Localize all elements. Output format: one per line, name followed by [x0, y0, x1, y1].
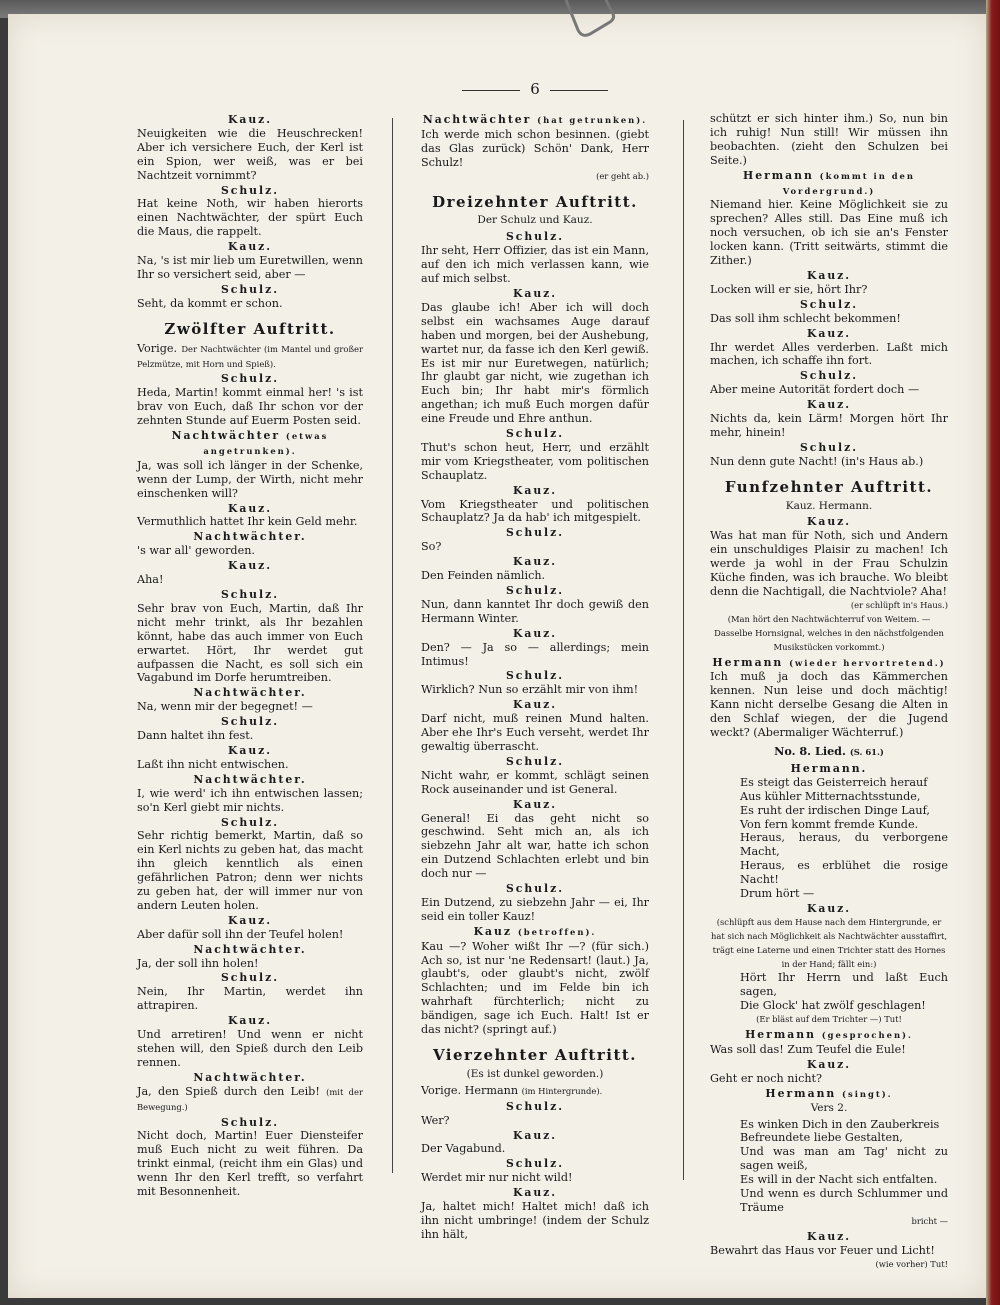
page-number-text: 6: [530, 80, 540, 98]
speaker-name: Schulz.: [505, 669, 565, 683]
dialogue-text: Heda, Martin! kommt einmal her! 's ist brav von Euch, daß Ihr schon vor der zehnten Stunde auf Euerm Posten seid.: [137, 386, 363, 428]
speaker-name: Schulz.: [505, 584, 565, 597]
dialogue-text: Was soll das! Zum Teufel die Eule!: [710, 1043, 906, 1056]
speaker-name: Kauz.: [512, 797, 558, 811]
dialogue-text: Wer?: [421, 1113, 450, 1127]
stage-direction: (etwas angetrunken).: [203, 431, 329, 456]
speaker-name: Schulz.: [220, 588, 280, 601]
dialogue-text: So?: [421, 540, 442, 554]
verse-line: Es will in der Nacht sich entfalten.: [740, 1173, 938, 1187]
verse-line: Von fern kommt fremde Kunde.: [740, 817, 919, 831]
speaker-name: Schulz.: [799, 297, 859, 311]
speaker-name: Nachtwächter.: [193, 686, 307, 700]
stage-direction: (wieder hervortretend.): [789, 657, 946, 668]
dialogue-text: Aber dafür soll ihn der Teufel holen!: [137, 927, 344, 941]
dialogue-text: Ja, der soll ihn holen!: [137, 956, 259, 970]
dialogue-text: Aha!: [137, 573, 164, 587]
dialogue-text: Nein, Ihr Martin, werdet ihn attrapiren.: [137, 985, 363, 1013]
verse-line: Heraus, es erblühet die rosige Nacht!: [740, 859, 948, 887]
speaker-name: Nachtwächter.: [193, 1070, 307, 1084]
scene-characters: Der Schulz und Kauz.: [477, 214, 593, 227]
dialogue-text: Das soll ihm schlecht bekommen!: [710, 311, 901, 325]
dialogue-text: Na, wenn mir der begegnet! —: [137, 700, 313, 714]
speaker-name: Schulz.: [799, 440, 859, 454]
speaker-name: Kauz.: [806, 1057, 852, 1071]
speaker-name: Schulz.: [505, 754, 565, 768]
text-column-3: [710, 112, 948, 1272]
stage-direction: (schlüpft aus dem Hause nach dem Hintergrunde, er hat sich nach Möglichkeit als Nachtwächter ausstaffirt, trägt eine Laterne und einen Trichter statt des Hornes in der Hand; fällt ein:): [710, 916, 948, 969]
stage-direction: (singt).: [842, 1088, 893, 1099]
dialogue-text: Nicht doch, Martin! Euer Diensteifer muß Euch nicht zu weit führen. Da trinkt einmal, (reicht ihm ein Glas) und wenn Ihr den Kerl trefft, so verfahrt mit Besonnenheit.: [137, 1129, 363, 1199]
scene-characters: Kauz. Hermann.: [785, 499, 873, 512]
speaker-name: Schulz.: [505, 1157, 565, 1171]
speaker-name: Kauz.: [227, 913, 273, 927]
dialogue-text: Bewahrt das Haus vor Feuer und Licht!: [710, 1243, 935, 1257]
dialogue-text: Nun denn gute Nacht! (in's Haus ab.): [710, 454, 924, 468]
speaker-name: Nachtwächter.: [193, 942, 307, 956]
stage-direction: (er geht ab.): [596, 170, 649, 181]
dialogue-text: Sehr richtig bemerkt, Martin, daß so ein Kerl nichts zu geben hat, das macht ihn gleich kenntlich als einen gefährlichen Patron; denn wer nichts zu geben hat, der will immer nur von andern Leuten holen.: [137, 829, 363, 912]
verse-line: Es winken Dich in den Zauberkreis: [740, 1117, 940, 1131]
dialogue-text: Ihr werdet Alles verderben. Laßt mich machen, ich schaffe ihn fort.: [710, 340, 948, 368]
speaker-name: Kauz.: [512, 698, 558, 712]
speaker-name: Schulz.: [220, 715, 280, 729]
verse-line: Drum hört —: [740, 887, 815, 901]
text-column-1: [137, 112, 363, 1199]
dialogue-text: Das glaube ich! Aber ich will doch selbst ein wachsames Auge darauf haben und morgen, bei der Aushebung, wartet nur, da fasse ich den Kerl gewiß. Es ist mir nur Euretwegen, natürlich; Ihr glaubt gar nicht, wie zugethan ich Euch bin; Ihr habt mir's förmlich angethan; ich muß Euch morgen dafür eine Freude und Ehre anthun.: [421, 300, 649, 426]
dialogue-text: Ich werde mich schon besinnen. (giebt das Glas zurück) Schön' Dank, Herr Schulz!: [421, 127, 649, 169]
scene-heading: Zwölfter Auftritt.: [164, 319, 336, 338]
scene-heading: Dreizehnter Auftritt.: [432, 192, 638, 211]
speaker-name: Schulz.: [799, 369, 859, 383]
verse-line: Befreundete liebe Gestalten,: [740, 1131, 903, 1145]
speaker-name: Kauz.: [806, 515, 852, 529]
speaker-name: Kauz.: [227, 113, 273, 126]
song-reference: (S. 61.): [849, 746, 884, 757]
speaker-name: Nachtwächter.: [193, 530, 307, 544]
speaker-name: Schulz.: [505, 526, 565, 540]
stage-direction: (er schlüpft in's Haus.): [850, 599, 948, 610]
stage-direction: Der Nachtwächter (im Mantel und großer Pelzmütze, mit Horn und Spieß).: [137, 343, 363, 369]
dialogue-text: Seht, da kommt er schon.: [137, 296, 283, 310]
dialogue-text: Nichts da, kein Lärm! Morgen hört Ihr mehr, hinein!: [710, 412, 948, 439]
dialogue-text: I, wie werd' ich ihn entwischen lassen; so'n Kerl giebt mir nichts.: [137, 786, 363, 814]
dialogue-text: Wirklich? Nun so erzählt mir von ihm!: [421, 683, 639, 697]
speaker-name: Schulz.: [220, 282, 280, 296]
stage-direction: (im Hintergrunde).: [521, 1085, 603, 1096]
speaker-name: Schulz.: [220, 1115, 280, 1129]
speaker-name: Hermann (gesprochen).: [745, 1028, 913, 1042]
stage-direction: (Man hört den Nachtwächterruf von Weitem. — Dasselbe Hornsignal, welches in den nächstfolgenden Musikstücken vorkommt.): [714, 613, 944, 652]
dialogue-text: 's war all' geworden.: [137, 544, 255, 558]
dialogue-text: Niemand hier. Keine Möglichkeit sie zu sprechen? Alles still. Das Eine muß ich noch versuchen, ob ich sie an's Fenster locken kann. (Tritt seitwärts, stimmt die Zither.): [710, 198, 948, 268]
dialogue-text: Geht er noch nicht?: [710, 1071, 823, 1085]
dialogue-text: Ja, haltet mich! Haltet mich! daß ich ihn nicht umbringe! (indem der Schulz ihn hält,: [421, 1200, 649, 1241]
dialogue-text: Dann haltet ihn fest.: [137, 729, 254, 743]
speaker-name: Schulz.: [505, 882, 565, 896]
dialogue-text: Vorige. Der Nachtwächter (im Mantel und großer Pelzmütze, mit Horn und Spieß).: [137, 341, 363, 369]
verse-line: Und was man am Tag' nicht zu sagen weiß,: [740, 1145, 948, 1173]
dialogue-text: Neuigkeiten wie die Heuschrecken! Aber ich versichere Euch, der Kerl ist ein Spion, wer weiß, was er bei Nachtzeit vornimmt?: [137, 126, 363, 182]
song-heading: No. 8. Lied. (S. 61.): [774, 743, 884, 758]
dialogue-text: Den Feinden nämlich.: [421, 569, 546, 583]
dialogue-text: Vom Kriegstheater und politischen Schauplatz? Ja da hab' ich mitgespielt.: [421, 497, 649, 525]
speaker-name: Hermann.: [790, 761, 868, 775]
stage-direction: (gesprochen).: [821, 1030, 913, 1041]
dialogue-text: Aber meine Autorität fordert doch —: [710, 383, 920, 397]
speaker-name: Kauz.: [227, 501, 273, 515]
dialogue-text: Und arretiren! Und wenn er nicht stehen will, den Spieß durch den Leib rennen.: [137, 1028, 363, 1069]
dialogue-text: Den? — Ja so — allerdings; mein Intimus!: [421, 640, 649, 668]
stage-direction: (wie vorher) Tut!: [875, 1258, 948, 1269]
dialogue-text: Ein Dutzend, zu siebzehn Jahr — ei, Ihr seid ein toller Kauz!: [421, 895, 649, 923]
speaker-name: Kauz.: [806, 398, 852, 412]
verse-line: Es ruht der irdischen Dinge Lauf,: [740, 803, 930, 817]
scene-characters: Vers 2.: [810, 1101, 848, 1114]
speaker-name: Schulz.: [505, 230, 565, 244]
speaker-name: Schulz.: [220, 183, 280, 197]
dialogue-text: Was hat man für Noth, sich und Andern ein unschuldiges Plaisir zu machen! Ich werde ja wohl in der Frau Schulzin Küche finden, was ich brauche. Wo bleibt denn die Nachtigall, die Nachtviole? Aha!: [710, 529, 948, 598]
dialogue-text: Vermuthlich hattet Ihr kein Geld mehr.: [137, 515, 358, 529]
book-binding-edge: [986, 0, 1000, 1305]
dialogue-text: Der Vagabund.: [421, 1142, 506, 1156]
dialogue-text: Laßt ihn nicht entwischen.: [137, 757, 289, 771]
speaker-name: Schulz.: [220, 815, 280, 829]
speaker-name: Schulz.: [505, 427, 565, 441]
text-column-2: [421, 112, 649, 1242]
speaker-name: Kauz.: [806, 326, 852, 340]
dialogue-text: Sehr brav von Euch, Martin, daß Ihr nicht mehr trinkt, als Ihr bezahlen könnt, habe das auch immer von Euch erwartet. Hört, Ihr werdet gut aufpassen die Nacht, es soll sich ein Vagabund im Dorfe herumtreiben.: [137, 601, 363, 685]
dialogue-text: Ja, was soll ich länger in der Schenke, wenn der Lump, der Wirth, nicht mehr einschenken will?: [137, 458, 363, 500]
verse-line: Hört Ihr Herrn und laßt Euch sagen,: [740, 971, 948, 999]
speaker-name: Kauz.: [512, 555, 558, 569]
speaker-name: Kauz.: [512, 483, 558, 497]
speaker-name: Schulz.: [220, 372, 280, 386]
speaker-name: Kauz.: [227, 743, 273, 757]
dialogue-text: Thut's schon heut, Herr, und erzählt mir vom Kriegstheater, vom politischen Schauplatz.: [421, 440, 649, 482]
stage-direction: bricht —: [911, 1215, 948, 1226]
speaker-name: Hermann (kommt in den Vordergrund.): [743, 168, 915, 196]
stage-direction: (betroffen).: [517, 926, 597, 937]
dialogue-text: schützt er sich hinter ihm.) So, nun bin ich ruhig! Nun still! Wir müssen ihn beobachten. (zieht den Schulzen bei Seite.): [710, 112, 948, 167]
dialogue-text: Locken will er sie, hört Ihr?: [710, 282, 868, 296]
speaker-name: Nachtwächter (etwas angetrunken).: [171, 429, 329, 456]
stage-direction: (kommt in den Vordergrund.): [782, 170, 915, 196]
column-divider-right: [683, 120, 684, 1180]
verse-line: Aus kühler Mitternachtsstunde,: [740, 789, 921, 803]
speaker-name: Kauz.: [806, 268, 852, 282]
scene-heading: Funfzehnter Auftritt.: [724, 477, 934, 496]
speaker-name: Kauz (betroffen).: [473, 924, 597, 938]
verse-line: Es steigt das Geisterreich herauf: [740, 775, 928, 789]
dialogue-text: Nicht wahr, er kommt, schlägt seinen Rock auseinander und ist General.: [421, 768, 649, 796]
speaker-name: Kauz.: [806, 901, 852, 915]
dialogue-text: Hat keine Noth, wir haben hierorts einen Nachtwächter, der spürt Euch die Maus, die rappelt.: [137, 197, 363, 239]
speaker-name: Kauz.: [512, 626, 558, 640]
verse-line: Heraus, heraus, du verborgene Macht,: [740, 831, 948, 859]
speaker-name: Kauz.: [512, 1186, 558, 1200]
speaker-name: Hermann (wieder hervortretend.): [712, 655, 946, 669]
dialogue-text: Nun, dann kanntet Ihr doch gewiß den Hermann Winter.: [421, 597, 649, 625]
column-divider-left: [392, 118, 393, 1173]
stage-direction: (Er bläst auf dem Trichter —) Tut!: [756, 1014, 902, 1025]
speaker-name: Kauz.: [227, 240, 273, 254]
speaker-name: Kauz.: [512, 1128, 558, 1142]
speaker-name: Kauz.: [512, 286, 558, 300]
page-number: [450, 80, 620, 98]
dialogue-text: Na, 's ist mir lieb um Euretwillen, wenn Ihr so versichert seid, aber —: [137, 254, 363, 281]
speaker-name: Kauz.: [227, 1014, 273, 1028]
stage-direction: (hat getrunken).: [537, 115, 648, 125]
speaker-name: Kauz.: [227, 559, 273, 573]
speaker-name: Nachtwächter.: [193, 772, 307, 786]
dialogue-text: General! Ei das geht nicht so geschwind. Seht mich an, als ich siebzehn Jahr alt war, hatte ich schon ein Dutzend Schlachten erlebt und bin doch nur —: [421, 811, 649, 881]
speaker-name: Kauz.: [806, 1229, 852, 1243]
speaker-name: Nachtwächter (hat getrunken).: [422, 113, 648, 126]
speaker-name: Schulz.: [220, 971, 280, 985]
scene-characters: (Es ist dunkel geworden.): [466, 1067, 604, 1080]
dialogue-text: Ja, den Spieß durch den Leib! (mit der Bewegung.): [137, 1084, 363, 1112]
dialogue-text: Kau —? Woher wißt Ihr —? (für sich.) Ach so, ist nur 'ne Redensart! (laut.) Ja, glaubt's, oder glaubt's nicht, zwölf Schlachten; und im Felde bin ich wahrhaft fürchterlich; nicht zu bändigen, sage ich Euch. Halt! Ist er das nicht? (springt auf.): [421, 939, 649, 1037]
verse-line: Und wenn es durch Schlummer und Träume: [740, 1187, 948, 1214]
speaker-name: Hermann (singt).: [765, 1086, 893, 1100]
verse-line: Die Glock' hat zwölf geschlagen!: [740, 999, 926, 1013]
dialogue-text: Werdet mir nur nicht wild!: [421, 1171, 573, 1185]
dialogue-text: Ich muß ja doch das Kämmerchen kennen. Nun leise und doch mächtig! Kann nicht derselbe Gesang die Alten in den Schlaf wiegen, der die Jugend weckt? (Abermaliger Wächterruf.): [710, 670, 948, 740]
dialogue-text: Vorige. Hermann (im Hintergrunde).: [421, 1083, 603, 1097]
paper-clip-icon: [560, 0, 616, 40]
stage-direction: (mit der Bewegung.): [137, 1086, 363, 1112]
scene-heading: Vierzehnter Auftritt.: [432, 1046, 638, 1064]
dialogue-text: Darf nicht, muß reinen Mund halten. Aber ehe Ihr's Euch verseht, werdet Ihr gewaltig überrascht.: [421, 712, 649, 753]
dialogue-text: Ihr seht, Herr Offizier, das ist ein Mann, auf den ich mich verlassen kann, wie auf mich selbst.: [421, 244, 649, 286]
speaker-name: Schulz.: [505, 1099, 565, 1113]
